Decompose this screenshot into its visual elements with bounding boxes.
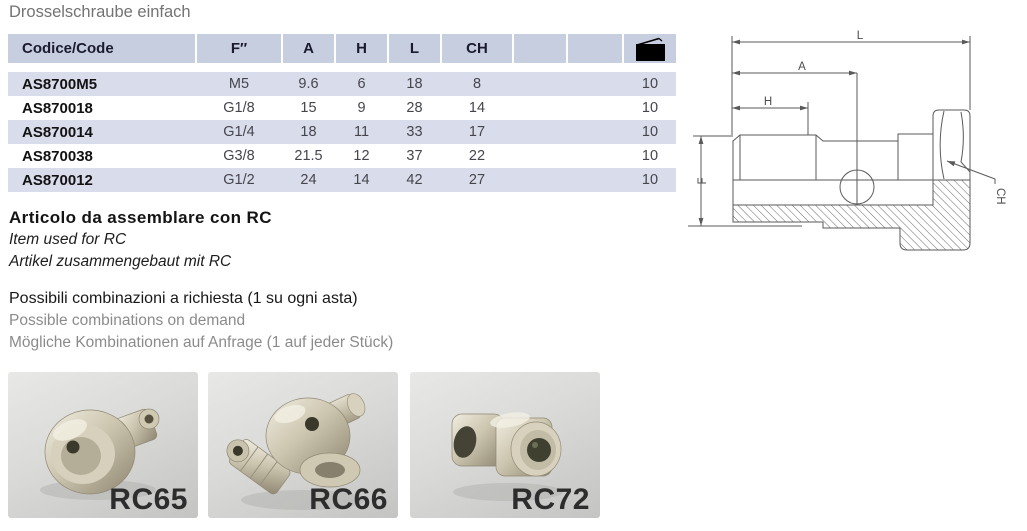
product-label-rc72: RC72 — [511, 483, 590, 516]
assembly-note-de: Artikel zusammengebaut mit RC — [9, 252, 232, 270]
cell-f: G1/8 — [223, 100, 255, 116]
column-header-empty-1 — [514, 34, 566, 63]
table-row — [8, 72, 676, 96]
cell-ch: 14 — [468, 100, 486, 116]
technical-drawing — [680, 0, 1027, 270]
cell-h: 9 — [357, 100, 366, 116]
cell-f: G3/8 — [223, 148, 255, 164]
cell-code: AS870018 — [22, 99, 93, 117]
cell-h: 6 — [357, 76, 366, 92]
cell-empty — [568, 96, 622, 120]
assembly-note-it: Articolo da assemblare con RC — [9, 208, 272, 227]
cell-f: G1/4 — [223, 124, 255, 140]
cell-qty: 10 — [641, 148, 659, 164]
cell-empty — [514, 72, 566, 96]
product-photo-rc66 — [208, 372, 398, 518]
table-row — [8, 168, 676, 192]
column-header-f: F″ — [197, 34, 281, 63]
cell-ch: 8 — [472, 76, 482, 92]
cell-f: G1/2 — [223, 172, 255, 188]
cell-a: 9.6 — [298, 76, 319, 92]
cell-empty — [514, 144, 566, 168]
table-row — [8, 120, 676, 144]
dim-label-h: H — [763, 96, 773, 108]
cell-code: AS870012 — [22, 171, 93, 189]
cell-a: 21.5 — [294, 148, 323, 164]
assembly-note-en: Item used for RC — [9, 231, 127, 248]
cell-h: 14 — [353, 172, 370, 188]
dim-label-a: A — [798, 61, 806, 73]
cell-l: 33 — [406, 124, 423, 140]
dim-label-f: F — [697, 177, 709, 185]
combination-note — [9, 288, 393, 354]
cell-h: 12 — [353, 148, 370, 164]
dim-label-ch: CH — [994, 188, 1006, 205]
column-header-h: H — [336, 34, 387, 63]
cell-qty: 10 — [641, 124, 659, 140]
cell-l: 18 — [406, 76, 423, 92]
table-row — [8, 96, 676, 120]
cell-qty: 10 — [641, 100, 659, 116]
product-label-rc65: RC65 — [109, 483, 188, 516]
cell-code: AS870038 — [22, 147, 93, 165]
cell-qty: 10 — [641, 76, 659, 92]
column-header-l: L — [389, 34, 440, 63]
cell-ch: 27 — [468, 172, 486, 188]
package-icon — [632, 36, 668, 62]
cell-empty — [568, 120, 622, 144]
cell-code: AS870014 — [22, 123, 93, 141]
page-title: Drosselschraube einfach — [9, 3, 191, 21]
cell-a: 15 — [300, 100, 317, 116]
cell-code: AS8700M5 — [22, 75, 98, 93]
hatched-section — [733, 180, 970, 250]
cell-empty — [514, 96, 566, 120]
column-header-empty-2 — [568, 34, 622, 63]
combination-note-it: Possibili combinazioni a richiesta (1 su ogni asta) — [9, 290, 358, 307]
cell-empty — [514, 120, 566, 144]
combination-note-en: Possible combinations on demand — [9, 312, 246, 329]
cell-a: 18 — [300, 124, 317, 140]
dim-label-l: L — [856, 30, 864, 42]
cell-f: M5 — [228, 76, 250, 92]
product-photo-rc72 — [410, 372, 600, 518]
cell-ch: 17 — [468, 124, 486, 140]
cell-empty — [514, 168, 566, 192]
assembly-note — [9, 207, 272, 272]
cell-ch: 22 — [468, 148, 486, 164]
combination-note-de: Mögliche Kombinationen auf Anfrage (1 auf jeder Stück) — [9, 334, 394, 351]
cell-l: 28 — [406, 100, 423, 116]
product-photo-rc65 — [8, 372, 198, 518]
table-header-row — [8, 34, 676, 63]
product-label-rc66: RC66 — [309, 483, 388, 516]
cell-qty: 10 — [641, 172, 659, 188]
table-row — [8, 144, 676, 168]
column-header-a: A — [283, 34, 334, 63]
column-header-ch: CH — [442, 34, 512, 63]
column-header-package — [624, 34, 676, 63]
cell-empty — [568, 168, 622, 192]
cell-l: 37 — [406, 148, 423, 164]
cell-empty — [568, 72, 622, 96]
column-header-code: Codice/Code — [8, 34, 195, 63]
table-body — [8, 72, 676, 192]
cell-l: 42 — [406, 172, 423, 188]
cell-h: 11 — [353, 124, 370, 140]
cell-empty — [568, 144, 622, 168]
cell-a: 24 — [300, 172, 317, 188]
spec-table — [8, 34, 676, 192]
